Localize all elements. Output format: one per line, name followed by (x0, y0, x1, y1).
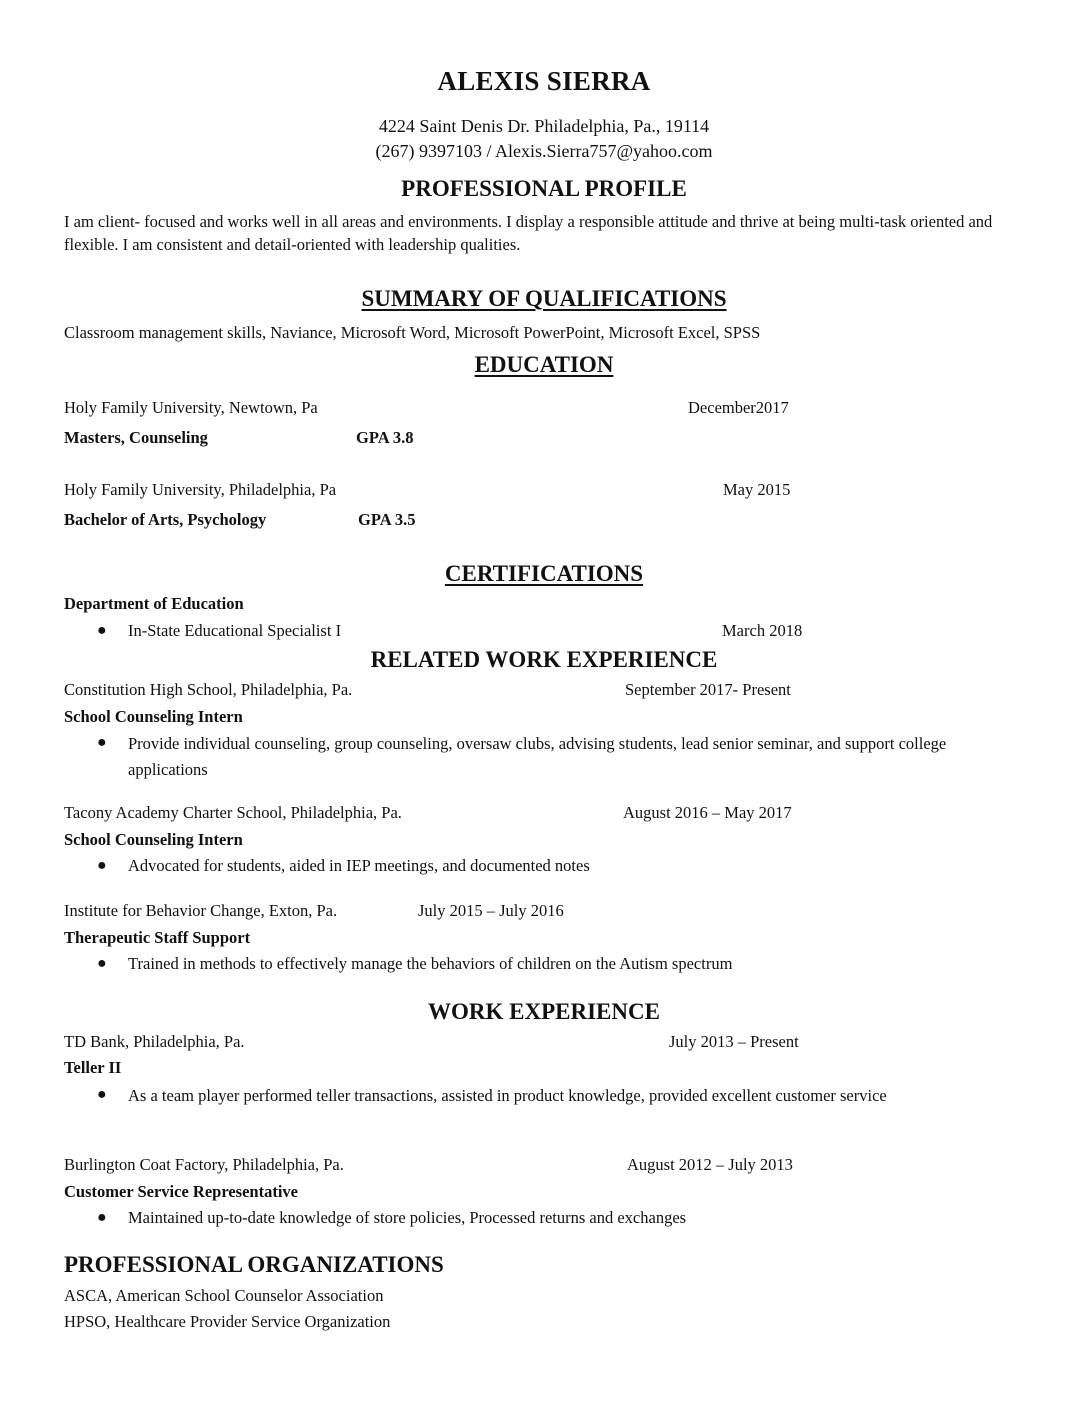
bullet-icon: ● (97, 1209, 107, 1226)
work-heading: WORK EXPERIENCE (428, 999, 660, 1024)
organizations-heading: PROFESSIONAL ORGANIZATIONS (64, 1252, 444, 1277)
certifications-heading: CERTIFICATIONS (444, 561, 644, 586)
work-job-title-1: Teller II (64, 1058, 122, 1077)
education-degree-2: Bachelor of Arts, Psychology (64, 510, 267, 529)
related-job-place-2: Tacony Academy Charter School, Philadelphia, Pa. (64, 803, 402, 822)
education-gpa-2: GPA 3.5 (358, 510, 416, 529)
related-job-place-1: Constitution High School, Philadelphia, Pa. (64, 680, 353, 699)
bullet-icon: ● (97, 622, 107, 639)
qualifications-text: Classroom management skills, Naviance, Microsoft Word, Microsoft PowerPoint, Microsoft Excel, SPSS (64, 323, 761, 342)
related-job-title-2: School Counseling Intern (64, 830, 243, 849)
related-job-bullet-1: Provide individual counseling, group counseling, oversaw clubs, advising students, lead senior seminar, and support college applications (128, 734, 947, 779)
related-work-heading: RELATED WORK EXPERIENCE (370, 647, 718, 672)
work-job-date-2: August 2012 – July 2013 (627, 1155, 793, 1174)
related-job-title-3: Therapeutic Staff Support (64, 928, 251, 947)
organization-item-1: ASCA, American School Counselor Association (64, 1286, 384, 1305)
work-job-title-2: Customer Service Representative (64, 1182, 298, 1201)
related-job-bullet-2: Advocated for students, aided in IEP meetings, and documented notes (128, 856, 590, 875)
address-line: 4224 Saint Denis Dr. Philadelphia, Pa., 19114 (378, 116, 710, 136)
education-school-2: Holy Family University, Philadelphia, Pa (64, 480, 337, 499)
education-gpa-1: GPA 3.8 (356, 428, 414, 447)
related-job-date-2: August 2016 – May 2017 (623, 803, 792, 822)
resume-name: ALEXIS SIERRA (437, 66, 651, 96)
bullet-icon: ● (97, 1086, 107, 1103)
work-job-bullet-1: As a team player performed teller transactions, assisted in product knowledge, provided excellent customer service (128, 1086, 887, 1105)
profile-text: I am client- focused and works well in all areas and environments. I display a responsible attitude and thrive at being multi-task oriented and flexible. I am consistent and detail-oriented with leadership qualities. (64, 212, 993, 254)
work-job-date-1: July 2013 – Present (669, 1032, 799, 1051)
certifications-org: Department of Education (64, 594, 244, 613)
education-heading: EDUCATION (474, 352, 614, 377)
work-job-place-2: Burlington Coat Factory, Philadelphia, Pa. (64, 1155, 344, 1174)
qualifications-heading: SUMMARY OF QUALIFICATIONS (361, 286, 727, 311)
related-job-title-1: School Counseling Intern (64, 707, 243, 726)
profile-heading: PROFESSIONAL PROFILE (401, 176, 687, 201)
work-job-place-1: TD Bank, Philadelphia, Pa. (64, 1032, 245, 1051)
related-job-bullet-3: Trained in methods to effectively manage the behaviors of children on the Autism spectrum (128, 954, 733, 973)
bullet-icon: ● (97, 955, 107, 972)
contact-line: (267) 9397103 / Alexis.Sierra757@yahoo.com (375, 141, 713, 161)
related-job-place-3: Institute for Behavior Change, Exton, Pa. (64, 901, 338, 920)
bullet-icon: ● (97, 857, 107, 874)
certification-item: In-State Educational Specialist I (128, 621, 342, 640)
organization-item-2: HPSO, Healthcare Provider Service Organization (64, 1312, 391, 1331)
education-date-1: December2017 (688, 398, 789, 417)
certification-date: March 2018 (722, 621, 803, 640)
related-job-date-3: July 2015 – July 2016 (418, 901, 564, 920)
related-job-date-1: September 2017- Present (625, 680, 791, 699)
education-degree-1: Masters, Counseling (64, 428, 208, 447)
education-date-2: May 2015 (723, 480, 791, 499)
bullet-icon: ● (97, 734, 107, 751)
education-school-1: Holy Family University, Newtown, Pa (64, 398, 318, 417)
work-job-bullet-2: Maintained up-to-date knowledge of store policies, Processed returns and exchanges (128, 1208, 687, 1227)
